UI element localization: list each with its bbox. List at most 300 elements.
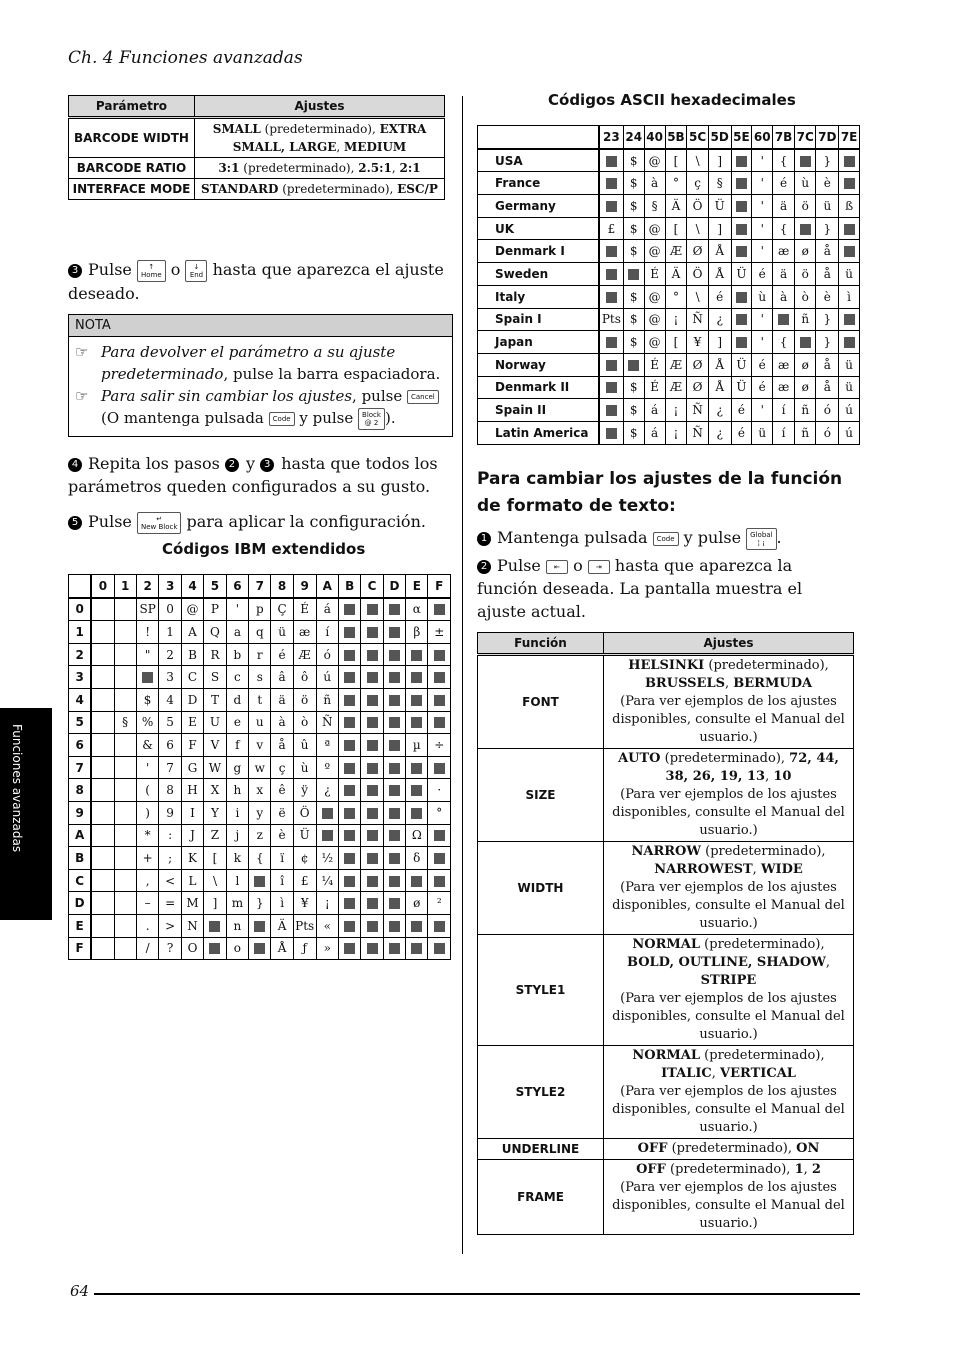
- block-glyph-icon: [367, 763, 378, 774]
- code-cell: }: [816, 331, 839, 354]
- code-cell: [406, 801, 428, 824]
- code-cell: \: [687, 285, 708, 308]
- code-cell: =: [159, 892, 181, 915]
- code-cell: [406, 937, 428, 960]
- block-glyph-icon: [389, 717, 400, 728]
- code-cell: ß: [839, 195, 860, 218]
- block-glyph-icon: [411, 672, 422, 683]
- column-divider: [462, 96, 463, 1254]
- table-row: [478, 172, 860, 195]
- column-header: C: [361, 575, 383, 598]
- function-settings: OFF (predeterminado), ON: [604, 1139, 854, 1160]
- row-header: 2: [69, 643, 92, 666]
- code-cell: è: [816, 285, 839, 308]
- code-cell: Ø: [687, 240, 708, 263]
- table-row: [69, 756, 451, 779]
- corner-cell: [478, 126, 600, 149]
- code-cell: É: [644, 376, 665, 399]
- code-cell: ": [136, 643, 159, 666]
- block-glyph-icon: [606, 246, 617, 257]
- table-row: [478, 217, 860, 240]
- code-cell: m: [226, 892, 248, 915]
- code-cell: [731, 195, 752, 218]
- block-glyph-icon: [254, 876, 265, 887]
- code-cell: l: [226, 869, 248, 892]
- function-settings: NORMAL (predeterminado), ITALIC, VERTICAL (Para ver ejemplos de los ajustes disponibles, consulte el Manual del usuario.): [604, 1046, 854, 1139]
- home-key-icon: ↑ Home: [137, 260, 166, 282]
- code-cell: [114, 937, 136, 960]
- code-cell: $: [623, 240, 644, 263]
- table-row: [69, 711, 451, 734]
- code-cell: [361, 756, 383, 779]
- function-settings: NARROW (predeterminado), NARROWEST, WIDE (Para ver ejemplos de los ajustes disponibles, consulte el Manual del usuario.): [604, 842, 854, 935]
- corner-cell: [69, 575, 92, 598]
- code-cell: $: [136, 688, 159, 711]
- code-cell: ü: [752, 421, 773, 444]
- code-cell: d: [226, 688, 248, 711]
- section-heading: Para cambiar los ajustes de la función de formato de texto:: [477, 469, 843, 516]
- block-glyph-icon: [411, 808, 422, 819]
- code-cell: b: [226, 643, 248, 666]
- code-cell: $: [623, 308, 644, 331]
- step-number-2: 2: [477, 560, 491, 574]
- code-cell: ;: [159, 847, 181, 870]
- code-cell: [91, 666, 114, 689]
- code-cell: [361, 801, 383, 824]
- table-row: [69, 847, 451, 870]
- block-glyph-icon: [367, 650, 378, 661]
- code-cell: ë: [271, 801, 293, 824]
- code-cell: Y: [204, 801, 226, 824]
- code-cell: ú: [316, 666, 338, 689]
- block-glyph-icon: [367, 808, 378, 819]
- code-cell: u: [249, 711, 271, 734]
- row-header: 5: [69, 711, 92, 734]
- code-cell: [: [665, 149, 687, 172]
- code-cell: [338, 869, 360, 892]
- code-cell: ': [136, 756, 159, 779]
- code-cell: é: [271, 643, 293, 666]
- table-row: [69, 621, 451, 644]
- code-cell: K: [181, 847, 203, 870]
- block-glyph-icon: [367, 898, 378, 909]
- block-glyph-icon: [606, 178, 617, 189]
- code-cell: ú: [839, 421, 860, 444]
- code-cell: [361, 643, 383, 666]
- code-cell: [114, 643, 136, 666]
- code-cell: v: [249, 734, 271, 757]
- code-cell: [428, 847, 451, 870]
- block-glyph-icon: [736, 292, 747, 303]
- block-glyph-icon: [434, 853, 445, 864]
- code-cell: [599, 172, 623, 195]
- block-glyph-icon: [344, 627, 355, 638]
- code-cell: ö: [795, 195, 816, 218]
- block-glyph-icon: [434, 876, 445, 887]
- column-header: D: [383, 575, 405, 598]
- code-cell: ]: [204, 892, 226, 915]
- code-cell: {: [773, 217, 795, 240]
- block-glyph-icon: [606, 201, 617, 212]
- code-cell: ¡: [665, 308, 687, 331]
- block-glyph-icon: [344, 943, 355, 954]
- code-cell: ä: [773, 263, 795, 286]
- block-glyph-icon: [142, 672, 153, 683]
- code-cell: [383, 666, 405, 689]
- code-cell: [91, 937, 114, 960]
- code-cell: ±: [428, 621, 451, 644]
- code-cell: [406, 779, 428, 802]
- code-cell: ': [752, 331, 773, 354]
- block-glyph-icon: [389, 808, 400, 819]
- code-cell: [383, 914, 405, 937]
- block-glyph-icon: [209, 943, 220, 954]
- code-cell: [338, 711, 360, 734]
- row-header: F: [69, 937, 92, 960]
- column-header: 6: [226, 575, 248, 598]
- code-cell: µ: [406, 734, 428, 757]
- code-cell: ü: [839, 376, 860, 399]
- code-cell: [338, 847, 360, 870]
- code-cell: [599, 149, 623, 172]
- country-name: France: [478, 172, 600, 195]
- code-cell: ñ: [795, 399, 816, 422]
- block-glyph-icon: [628, 360, 639, 371]
- function-table: [477, 632, 854, 1235]
- code-cell: [599, 331, 623, 354]
- table-row: [69, 892, 451, 915]
- code-cell: ù: [293, 756, 316, 779]
- block-glyph-icon: [389, 695, 400, 706]
- block-glyph-icon: [389, 943, 400, 954]
- see-manual-note: (Para ver ejemplos de los ajustes disponibles, consulte el Manual del usuario.): [612, 991, 845, 1042]
- step-2-right: 2 Pulse ⇤ o ⇥ hasta que aparezca la función deseada. La pantalla muestra el ajuste actual.: [477, 556, 803, 621]
- enter-key-icon: ↵ New Block: [137, 512, 181, 534]
- code-cell: ø: [795, 240, 816, 263]
- code-cell: [839, 149, 860, 172]
- block-glyph-icon: [736, 337, 747, 348]
- step-ref-2: 2: [225, 458, 239, 472]
- country-name: Spain II: [478, 399, 600, 422]
- code-cell: [731, 149, 752, 172]
- code-cell: L: [181, 869, 203, 892]
- code-cell: Ä: [665, 263, 687, 286]
- block-glyph-icon: [736, 314, 747, 325]
- block-glyph-icon: [344, 808, 355, 819]
- code-cell: h: [226, 779, 248, 802]
- code-cell: {: [249, 847, 271, 870]
- code-cell: }: [816, 217, 839, 240]
- code-cell: É: [644, 263, 665, 286]
- code-cell: [338, 937, 360, 960]
- column-header: 7C: [795, 126, 816, 149]
- code-cell: é: [731, 421, 752, 444]
- column-header: 7: [249, 575, 271, 598]
- block-glyph-icon: [367, 853, 378, 864]
- table-row: [478, 331, 860, 354]
- code-cell: ñ: [795, 308, 816, 331]
- code-cell: [338, 598, 360, 621]
- code-cell: [114, 869, 136, 892]
- code-cell: ç: [687, 172, 708, 195]
- code-cell: [91, 779, 114, 802]
- block-glyph-icon: [389, 921, 400, 932]
- code-cell: ': [752, 149, 773, 172]
- table-row: [478, 308, 860, 331]
- code-key-icon: Code: [269, 412, 295, 426]
- code-cell: n: [226, 914, 248, 937]
- code-cell: q: [249, 621, 271, 644]
- block-glyph-icon: [844, 337, 855, 348]
- block-glyph-icon: [411, 650, 422, 661]
- block-key-icon: Block @ 2: [358, 408, 385, 430]
- code-cell: [406, 756, 428, 779]
- code-cell: Æ: [665, 376, 687, 399]
- block-glyph-icon: [800, 224, 811, 235]
- code-cell: [114, 801, 136, 824]
- block-glyph-icon: [606, 156, 617, 167]
- code-cell: [383, 847, 405, 870]
- code-cell: ä: [271, 688, 293, 711]
- code-cell: î: [271, 869, 293, 892]
- block-glyph-icon: [344, 898, 355, 909]
- column-header: F: [428, 575, 451, 598]
- code-cell: «: [316, 914, 338, 937]
- block-glyph-icon: [844, 178, 855, 189]
- code-cell: }: [816, 308, 839, 331]
- code-cell: ¡: [665, 421, 687, 444]
- code-cell: Å: [271, 937, 293, 960]
- code-cell: [114, 756, 136, 779]
- code-cell: $: [623, 195, 644, 218]
- code-cell: @: [181, 598, 203, 621]
- code-cell: ó: [316, 643, 338, 666]
- code-cell: g: [226, 756, 248, 779]
- code-cell: Ü: [293, 824, 316, 847]
- block-glyph-icon: [344, 740, 355, 751]
- code-cell: [731, 240, 752, 263]
- code-cell: H: [181, 779, 203, 802]
- code-cell: ¥: [293, 892, 316, 915]
- table-row: [69, 734, 451, 757]
- code-cell: [599, 263, 623, 286]
- country-name: USA: [478, 149, 600, 172]
- block-glyph-icon: [606, 360, 617, 371]
- code-cell: ö: [795, 263, 816, 286]
- block-glyph-icon: [736, 246, 747, 257]
- code-cell: ù: [752, 285, 773, 308]
- code-cell: Ü: [731, 376, 752, 399]
- code-cell: [338, 801, 360, 824]
- function-name: STYLE1: [478, 935, 604, 1046]
- code-cell: [338, 824, 360, 847]
- column-header: E: [406, 575, 428, 598]
- code-cell: ª: [316, 734, 338, 757]
- left-arrow-key-icon: ⇤: [546, 560, 568, 574]
- code-cell: %: [136, 711, 159, 734]
- code-cell: è: [271, 824, 293, 847]
- table-row: [478, 285, 860, 308]
- table-row: [478, 1139, 854, 1160]
- code-cell: @: [644, 217, 665, 240]
- param-name: BARCODE WIDTH: [69, 118, 195, 158]
- block-glyph-icon: [367, 740, 378, 751]
- code-cell: ]: [708, 331, 731, 354]
- code-cell: 0: [159, 598, 181, 621]
- code-cell: [731, 331, 752, 354]
- code-cell: [773, 308, 795, 331]
- code-cell: z: [249, 824, 271, 847]
- code-cell: N: [181, 914, 203, 937]
- see-manual-note: (Para ver ejemplos de los ajustes disponibles, consulte el Manual del usuario.): [612, 1084, 845, 1135]
- code-cell: [383, 598, 405, 621]
- code-cell: ù: [795, 172, 816, 195]
- code-cell: [91, 711, 114, 734]
- code-cell: [599, 240, 623, 263]
- code-cell: s: [249, 666, 271, 689]
- function-name: WIDTH: [478, 842, 604, 935]
- code-cell: [361, 892, 383, 915]
- code-cell: [: [204, 847, 226, 870]
- block-glyph-icon: [367, 876, 378, 887]
- code-cell: É: [644, 353, 665, 376]
- code-cell: r: [249, 643, 271, 666]
- table-row: [69, 598, 451, 621]
- code-cell: ì: [271, 892, 293, 915]
- table-row: [69, 643, 451, 666]
- table-row: [478, 263, 860, 286]
- code-cell: 9: [159, 801, 181, 824]
- code-cell: [114, 598, 136, 621]
- code-cell: U: [204, 711, 226, 734]
- block-glyph-icon: [367, 921, 378, 932]
- code-cell: W: [204, 756, 226, 779]
- block-glyph-icon: [606, 337, 617, 348]
- row-header: 1: [69, 621, 92, 644]
- code-cell: å: [816, 353, 839, 376]
- row-header: 6: [69, 734, 92, 757]
- country-name: Denmark II: [478, 376, 600, 399]
- code-cell: –: [136, 892, 159, 915]
- code-cell: Å: [708, 353, 731, 376]
- block-glyph-icon: [434, 695, 445, 706]
- code-cell: [114, 847, 136, 870]
- code-cell: â: [271, 666, 293, 689]
- code-cell: [428, 824, 451, 847]
- code-cell: í: [773, 399, 795, 422]
- code-cell: [338, 688, 360, 711]
- code-cell: °: [665, 285, 687, 308]
- table-row: [69, 914, 451, 937]
- code-cell: ñ: [795, 421, 816, 444]
- code-cell: ò: [795, 285, 816, 308]
- code-cell: (: [136, 779, 159, 802]
- code-cell: ¼: [316, 869, 338, 892]
- code-cell: \: [204, 869, 226, 892]
- code-cell: §: [644, 195, 665, 218]
- block-glyph-icon: [389, 627, 400, 638]
- code-cell: T: [204, 688, 226, 711]
- block-glyph-icon: [389, 763, 400, 774]
- code-cell: ¿: [708, 399, 731, 422]
- code-cell: 6: [159, 734, 181, 757]
- code-cell: :: [159, 824, 181, 847]
- code-cell: /: [136, 937, 159, 960]
- country-name: Sweden: [478, 263, 600, 286]
- code-cell: $: [623, 217, 644, 240]
- block-glyph-icon: [367, 943, 378, 954]
- code-cell: é: [752, 263, 773, 286]
- code-cell: 8: [159, 779, 181, 802]
- code-cell: [91, 621, 114, 644]
- code-cell: [839, 217, 860, 240]
- code-cell: ½: [316, 847, 338, 870]
- code-cell: ø: [795, 353, 816, 376]
- step-1-right: 1 Mantenga pulsada Code y pulse Global ¦ ¡ .: [477, 526, 862, 550]
- code-cell: V: [204, 734, 226, 757]
- code-cell: [428, 937, 451, 960]
- column-header: 40: [644, 126, 665, 149]
- code-cell: [731, 217, 752, 240]
- function-settings: HELSINKI (predeterminado), BRUSSELS, BERMUDA (Para ver ejemplos de los ajustes disponibles, consulte el Manual del usuario.): [604, 655, 854, 749]
- code-cell: ô: [293, 666, 316, 689]
- code-cell: ê: [271, 779, 293, 802]
- code-cell: Ü: [708, 195, 731, 218]
- block-glyph-icon: [389, 650, 400, 661]
- code-cell: [406, 914, 428, 937]
- footer-rule: [94, 1293, 860, 1295]
- code-cell: A: [181, 621, 203, 644]
- code-cell: f: [226, 734, 248, 757]
- column-header: 9: [293, 575, 316, 598]
- code-cell: 3: [159, 666, 181, 689]
- code-cell: å: [816, 263, 839, 286]
- code-cell: Ñ: [687, 421, 708, 444]
- table-row: [69, 937, 451, 960]
- block-glyph-icon: [344, 785, 355, 796]
- code-cell: ): [136, 801, 159, 824]
- note-box: [68, 314, 453, 437]
- code-cell: j: [226, 824, 248, 847]
- ascii-table-title: Códigos ASCII hexadecimales: [548, 91, 796, 109]
- block-glyph-icon: [254, 943, 265, 954]
- code-cell: [338, 779, 360, 802]
- block-glyph-icon: [606, 269, 617, 280]
- code-cell: &: [136, 734, 159, 757]
- block-glyph-icon: [344, 717, 355, 728]
- code-cell: .: [136, 914, 159, 937]
- block-glyph-icon: [434, 672, 445, 683]
- code-cell: £: [599, 217, 623, 240]
- code-cell: [91, 756, 114, 779]
- code-cell: [338, 734, 360, 757]
- column-header: 4: [181, 575, 203, 598]
- chapter-title: Ch. 4 Funciones avanzadas: [68, 48, 303, 68]
- code-cell: I: [181, 801, 203, 824]
- block-glyph-icon: [344, 763, 355, 774]
- block-glyph-icon: [736, 178, 747, 189]
- code-cell: Pts: [293, 914, 316, 937]
- table-row: [69, 688, 451, 711]
- column-header: 5E: [731, 126, 752, 149]
- code-cell: [428, 869, 451, 892]
- table-row: [478, 749, 854, 842]
- block-glyph-icon: [434, 943, 445, 954]
- function-name: UNDERLINE: [478, 1139, 604, 1160]
- code-cell: à: [271, 711, 293, 734]
- code-cell: Æ: [665, 353, 687, 376]
- code-cell: [361, 914, 383, 937]
